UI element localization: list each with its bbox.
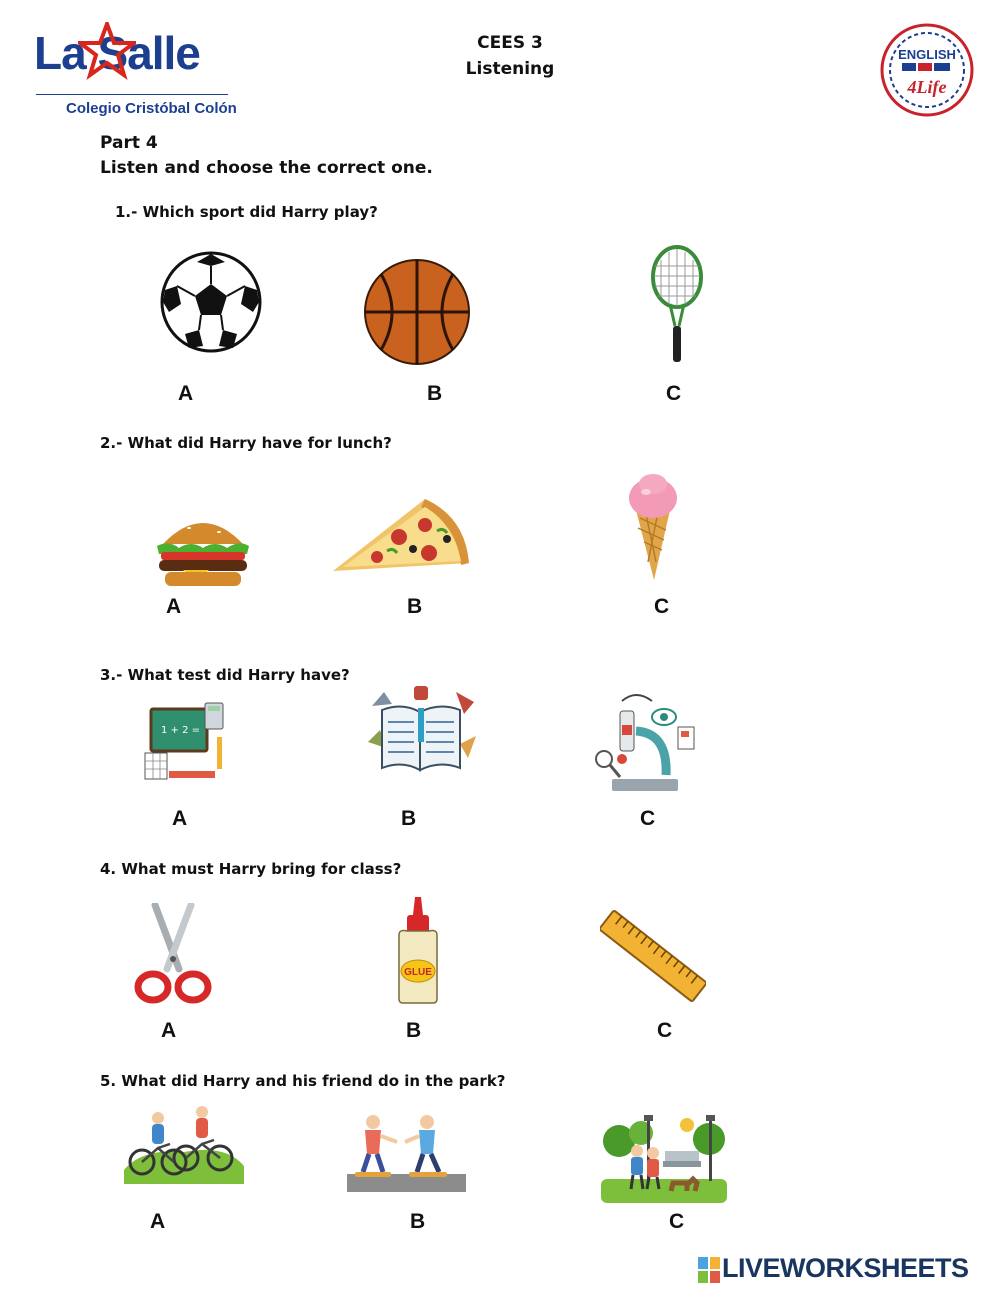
option-2c[interactable]: C xyxy=(654,595,670,618)
hamburger-icon[interactable] xyxy=(153,508,253,592)
option-1a[interactable]: A xyxy=(178,382,194,405)
dog-walking-icon[interactable] xyxy=(601,1113,727,1203)
math-icon[interactable] xyxy=(133,697,228,783)
question-4: 4. What must Harry bring for class? xyxy=(100,860,402,878)
glue-bottle-icon[interactable] xyxy=(393,895,443,1005)
logo-divider xyxy=(36,94,228,95)
question-2: 2.- What did Harry have for lunch? xyxy=(100,434,392,452)
instructions: Listen and choose the correct one. xyxy=(100,158,433,178)
option-3b[interactable]: B xyxy=(401,807,417,830)
soccer-ball-icon[interactable] xyxy=(159,250,263,354)
basketball-icon[interactable] xyxy=(363,258,471,366)
option-2a[interactable]: A xyxy=(166,595,182,618)
pizza-slice-icon[interactable] xyxy=(329,495,471,579)
option-1b[interactable]: B xyxy=(427,382,443,405)
document-title: CEES 3 xyxy=(477,33,543,53)
option-5b[interactable]: B xyxy=(410,1210,426,1233)
option-4b[interactable]: B xyxy=(406,1019,422,1042)
glue-label-text: GLUE xyxy=(404,967,432,978)
liveworksheets-logo-icon xyxy=(698,1257,720,1283)
logo-subtitle: Colegio Cristóbal Colón xyxy=(66,100,237,117)
history-book-icon[interactable] xyxy=(364,684,478,778)
ruler-icon[interactable] xyxy=(600,908,706,1004)
option-4c[interactable]: C xyxy=(657,1019,673,1042)
option-2b[interactable]: B xyxy=(407,595,423,618)
science-microscope-icon[interactable] xyxy=(592,687,698,795)
math-board-text: 1 + 2 = xyxy=(161,725,201,736)
english-4life-badge xyxy=(880,23,974,117)
logo-text: La Salle xyxy=(34,27,200,79)
question-1: 1.- Which sport did Harry play? xyxy=(115,203,378,221)
badge-text-4life: 4Life xyxy=(907,77,947,97)
footer-brand[interactable]: LIVEWORKSHEETS xyxy=(722,1253,969,1283)
tennis-racket-icon[interactable] xyxy=(648,244,706,366)
cycling-icon[interactable] xyxy=(122,1104,246,1186)
option-3c[interactable]: C xyxy=(640,807,656,830)
ice-cream-cone-icon[interactable] xyxy=(626,470,680,582)
option-5a[interactable]: A xyxy=(150,1210,166,1233)
question-5: 5. What did Harry and his friend do in the park? xyxy=(100,1072,506,1090)
option-1c[interactable]: C xyxy=(666,382,682,405)
scissors-icon[interactable] xyxy=(133,903,213,1005)
option-5c[interactable]: C xyxy=(669,1210,685,1233)
question-3: 3.- What test did Harry have? xyxy=(100,666,350,684)
document-subtitle: Listening xyxy=(465,59,555,79)
badge-text-english: ENGLISH xyxy=(898,47,956,62)
option-4a[interactable]: A xyxy=(161,1019,177,1042)
logo-star-icon xyxy=(78,22,136,80)
skateboarding-icon[interactable] xyxy=(347,1112,466,1192)
part-label: Part 4 xyxy=(100,133,158,153)
option-3a[interactable]: A xyxy=(172,807,188,830)
